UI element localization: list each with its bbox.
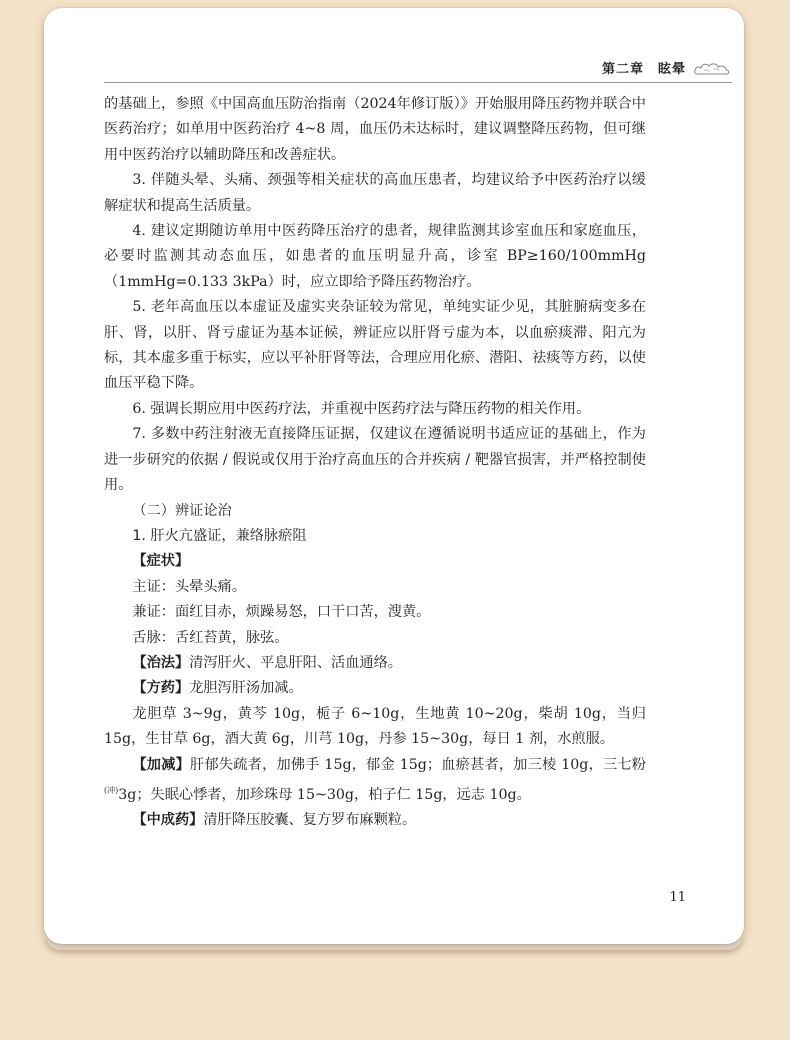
main-symptom: 主证：头晕头痛。 <box>132 578 246 595</box>
treatment-label: 【治法】 <box>132 654 190 671</box>
header-rule <box>104 82 732 83</box>
treatment-block <box>104 651 646 676</box>
modification-block <box>104 753 646 809</box>
paragraph-item-7: 7. 多数中药注射液无直接降压证据，仅建议在遵循说明书适应证的基础上，作为进一步研究的依据 / 假说或仅用于治疗高血压的合并疾病 / 靶器官损害，并严格控制使用。 <box>104 426 646 494</box>
formula-block <box>104 676 646 701</box>
modification-text-after: 3g；失眠心悸者，加珍珠母 15~30g，柏子仁 15g，远志 10g。 <box>118 786 531 803</box>
patent-medicine-label: 【中成药】 <box>132 812 204 829</box>
symptoms-block <box>104 549 646 574</box>
modification-text-before: 肝郁失疏者，加佛手 15g，郁金 15g；血瘀甚者，加三棱 10g，三七粉 <box>190 756 646 773</box>
subsection-heading: 1. 肝火亢盛证，兼络脉瘀阻 <box>132 527 307 544</box>
page-number: 11 <box>669 890 686 905</box>
cloud-ornament-icon <box>692 60 732 76</box>
chapter-title: 第二章 眩晕 <box>601 62 686 77</box>
section-heading: （二）辨证论治 <box>132 502 232 519</box>
paragraph-item-5: 5. 老年高血压以本虚证及虚实夹杂证较为常见，单纯实证少见，其脏腑病变多在肝、肾，以肝、肾亏虚证为基本证候，辨证应以肝肾亏虚为本，以血瘀痰滞、阳亢为标，其本虚多重于标实，应以平补肝肾等法，合理应用化瘀、潜阳、祛痰等方药，以使血压平稳下降。 <box>104 299 646 392</box>
modification-superscript: (冲) <box>104 785 119 795</box>
tongue-pulse: 舌脉：舌红苔黄，脉弦。 <box>132 629 289 646</box>
patent-medicine-block <box>104 808 646 833</box>
paragraph-item-3: 3. 伴随头晕、头痛、颈强等相关症状的高血压患者，均建议给予中医药治疗以缓解症状和提高生活质量。 <box>104 172 646 214</box>
secondary-symptom: 兼证：面红目赤，烦躁易怒，口干口苦，溲黄。 <box>132 604 431 621</box>
formula-label: 【方药】 <box>132 680 190 697</box>
paragraph-item-6: 6. 强调长期应用中医药疗法，并重视中医药疗法与降压药物的相关作用。 <box>132 400 591 417</box>
paragraph-continued: 的基础上，参照《中国高血压防治指南（2024年修订版）》开始服用降压药物并联合中医药治疗；如单用中医药治疗 4~8 周，血压仍未达标时，建议调整降压药物，但可继用中医药治疗以辅助降压和改善症状。 <box>104 96 646 163</box>
patent-medicine-text: 清肝降压胶囊、复方罗布麻颗粒。 <box>203 812 417 829</box>
formula-ingredients: 龙胆草 3~9g，黄芩 10g，栀子 6~10g，生地黄 10~20g，柴胡 10g，当归 15g，生甘草 6g，酒大黄 6g，川芎 10g，丹参 15~30g，每日 1 剂，水煎服。 <box>104 705 646 748</box>
running-head <box>602 58 732 77</box>
modification-label: 【加减】 <box>132 756 191 773</box>
paragraph-item-4: 4. 建议定期随访单用中医药降压治疗的患者，规律监测其诊室血压和家庭血压，必要时监测其动态血压，如患者的血压明显升高，诊室 BP≥160/100mmHg（1mmHg=0.133 3kPa）时，应立即给予降压药物治疗。 <box>104 223 646 290</box>
symptoms-label: 【症状】 <box>132 553 190 570</box>
formula-text: 龙胆泻肝汤加减。 <box>189 680 303 697</box>
page-body <box>104 92 646 834</box>
treatment-text: 清泻肝火、平息肝阳、活血通络。 <box>189 654 402 671</box>
